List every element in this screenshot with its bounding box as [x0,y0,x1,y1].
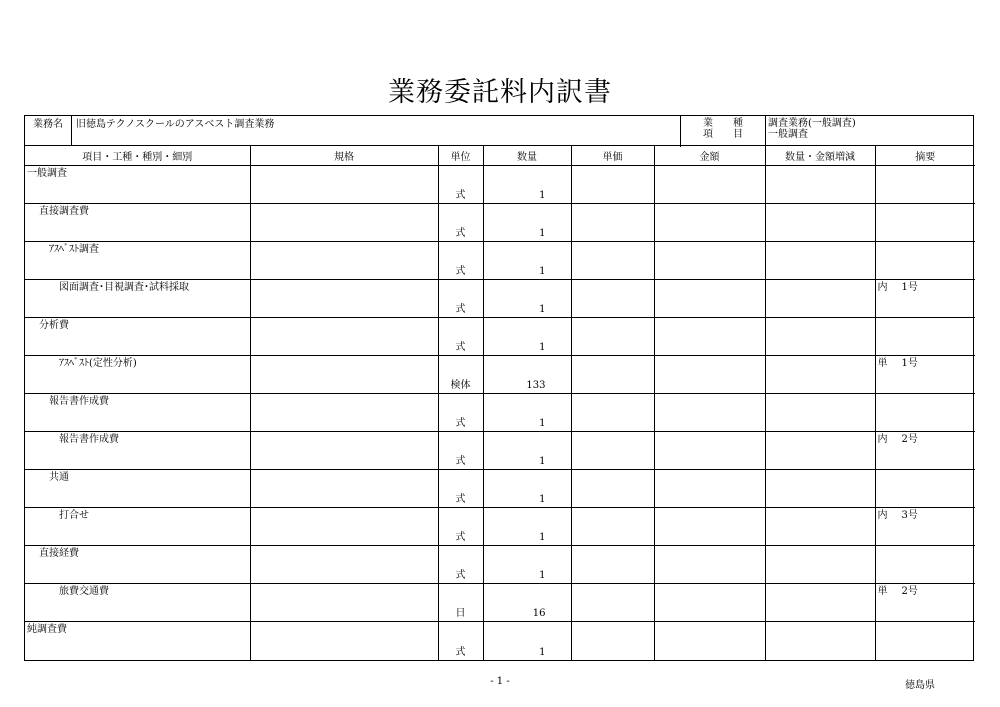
col-header-amount: 金額 [654,146,765,166]
change-cell [765,318,875,356]
amount-cell [654,204,765,242]
table-row [25,584,975,622]
amount-cell [654,394,765,432]
project-name-value: 旧徳島テクノスクールのアスベスト調査業務 [76,119,275,130]
quantity-cell: 1 [483,622,571,660]
unit-price-cell [571,432,654,470]
item-name: 共通 [49,472,69,483]
spec-cell [250,318,438,356]
project-header [25,116,973,146]
amount-cell [654,318,765,356]
change-cell [765,546,875,584]
unit-cell: 検体 [438,356,483,394]
item-cell [25,280,250,318]
change-cell [765,432,875,470]
unit-cell: 式 [438,280,483,318]
remarks-type: 内 [877,282,888,293]
table-row [25,622,975,660]
amount-cell [654,242,765,280]
unit-price-cell [571,622,654,660]
spec-cell [250,470,438,508]
unit-cell: 式 [438,546,483,584]
amount-cell [654,470,765,508]
spec-cell [250,546,438,584]
amount-cell [654,584,765,622]
quantity-cell: 1 [483,432,571,470]
item-name: 図面調査･目視調査･試料採取 [59,282,189,293]
remarks-cell [875,584,975,622]
item-cell [25,584,250,622]
col-header-unit: 単位 [438,146,483,166]
quantity-cell: 1 [483,470,571,508]
item-name: 報告書作成費 [49,396,109,407]
quantity-cell: 1 [483,204,571,242]
item-name: 純調査費 [27,624,67,635]
item-cell [25,166,250,204]
category-values [766,116,968,147]
quantity-cell: 1 [483,242,571,280]
remarks-cell [875,470,975,508]
remarks-type: 単 [877,358,888,369]
remarks-ref: 1号 [901,282,918,293]
remarks-ref: 3号 [901,510,918,521]
unit-price-cell [571,204,654,242]
remarks-cell [875,508,975,546]
quantity-cell: 1 [483,546,571,584]
item-cell [25,432,250,470]
quantity-cell: 133 [483,356,571,394]
page-number: - 1 - [490,676,510,687]
item-name: ｱｽﾍﾞｽﾄ調査 [49,244,99,255]
table-row [25,470,975,508]
spec-cell [250,166,438,204]
change-cell [765,622,875,660]
breakdown-sheet [24,115,974,661]
item-name: 分析費 [39,320,69,331]
table-row [25,432,975,470]
change-cell [765,470,875,508]
remarks-ref: 2号 [901,586,918,597]
spec-cell [250,508,438,546]
change-cell [765,204,875,242]
item-name: ｱｽﾍﾞｽﾄ(定性分析) [59,358,137,369]
change-cell [765,584,875,622]
remarks-cell [875,242,975,280]
remarks-cell [875,546,975,584]
unit-price-cell [571,470,654,508]
amount-cell [654,546,765,584]
remarks-ref: 2号 [901,434,918,445]
item-name: 一般調査 [27,168,67,179]
change-cell [765,356,875,394]
unit-price-cell [571,166,654,204]
unit-price-cell [571,508,654,546]
unit-cell: 式 [438,166,483,204]
remarks-cell [875,432,975,470]
table-row [25,508,975,546]
table-row [25,356,975,394]
change-cell [765,242,875,280]
item-cell [25,242,250,280]
remarks-cell [875,622,975,660]
remarks-cell [875,356,975,394]
table-row [25,394,975,432]
unit-cell: 式 [438,432,483,470]
spec-cell [250,280,438,318]
col-header-remarks: 摘要 [875,146,975,166]
table-row [25,280,975,318]
item-name: 直接調査費 [39,206,89,217]
quantity-cell: 1 [483,280,571,318]
industry-value: 調査業務(一般調査) [768,118,856,129]
quantity-cell: 1 [483,508,571,546]
quantity-cell: 1 [483,166,571,204]
unit-cell: 式 [438,318,483,356]
col-header-change: 数量・金額増減 [765,146,875,166]
unit-cell: 式 [438,394,483,432]
item-name: 旅費交通費 [59,586,109,597]
unit-cell: 式 [438,204,483,242]
unit-price-cell [571,394,654,432]
unit-price-cell [571,318,654,356]
item-cell [25,204,250,242]
remarks-type: 内 [877,434,888,445]
item-cell [25,622,250,660]
table-row [25,242,975,280]
table-row [25,166,975,204]
issuer-name: 徳島県 [905,680,935,691]
unit-cell: 式 [438,470,483,508]
unit-price-cell [571,242,654,280]
change-cell [765,280,875,318]
spec-cell [250,622,438,660]
column-header-row [25,146,975,166]
unit-price-cell [571,584,654,622]
amount-cell [654,622,765,660]
unit-cell: 式 [438,242,483,280]
unit-cell: 式 [438,508,483,546]
item-name: 直接経費 [39,548,79,559]
spec-cell [250,584,438,622]
breakdown-table [25,146,975,660]
remarks-cell [875,318,975,356]
item-value: 一般調査 [768,129,808,140]
col-header-spec: 規格 [250,146,438,166]
col-header-unit-price: 単価 [571,146,654,166]
remarks-ref: 1号 [901,358,918,369]
table-row [25,204,975,242]
item-name: 打合せ [59,510,89,521]
change-cell [765,166,875,204]
remarks-type: 単 [877,586,888,597]
col-header-quantity: 数量 [483,146,571,166]
item-cell [25,318,250,356]
unit-price-cell [571,356,654,394]
amount-cell [654,508,765,546]
amount-cell [654,280,765,318]
unit-cell: 式 [438,622,483,660]
item-cell [25,356,250,394]
unit-price-cell [571,280,654,318]
amount-cell [654,356,765,394]
remarks-cell [875,280,975,318]
project-name-label: 業務名 [25,116,72,146]
item-label: 項 目 [703,129,743,140]
item-cell [25,394,250,432]
remarks-cell [875,166,975,204]
item-cell [25,508,250,546]
amount-cell [654,166,765,204]
unit-cell: 日 [438,584,483,622]
remarks-cell [875,394,975,432]
item-cell [25,470,250,508]
remarks-type: 内 [877,510,888,521]
quantity-cell: 1 [483,394,571,432]
item-name: 報告書作成費 [59,434,119,445]
amount-cell [654,432,765,470]
table-row [25,546,975,584]
document-title: 業務委託料内訳書 [388,77,612,108]
quantity-cell: 1 [483,318,571,356]
spec-cell [250,356,438,394]
col-header-item: 項目・工種・種別・細別 [82,152,193,163]
spec-cell [250,432,438,470]
remarks-cell [875,204,975,242]
item-cell [25,546,250,584]
category-labels [680,116,766,147]
change-cell [765,394,875,432]
spec-cell [250,242,438,280]
industry-label: 業 種 [703,118,743,129]
spec-cell [250,394,438,432]
table-row [25,318,975,356]
unit-price-cell [571,546,654,584]
change-cell [765,508,875,546]
spec-cell [250,204,438,242]
quantity-cell: 16 [483,584,571,622]
